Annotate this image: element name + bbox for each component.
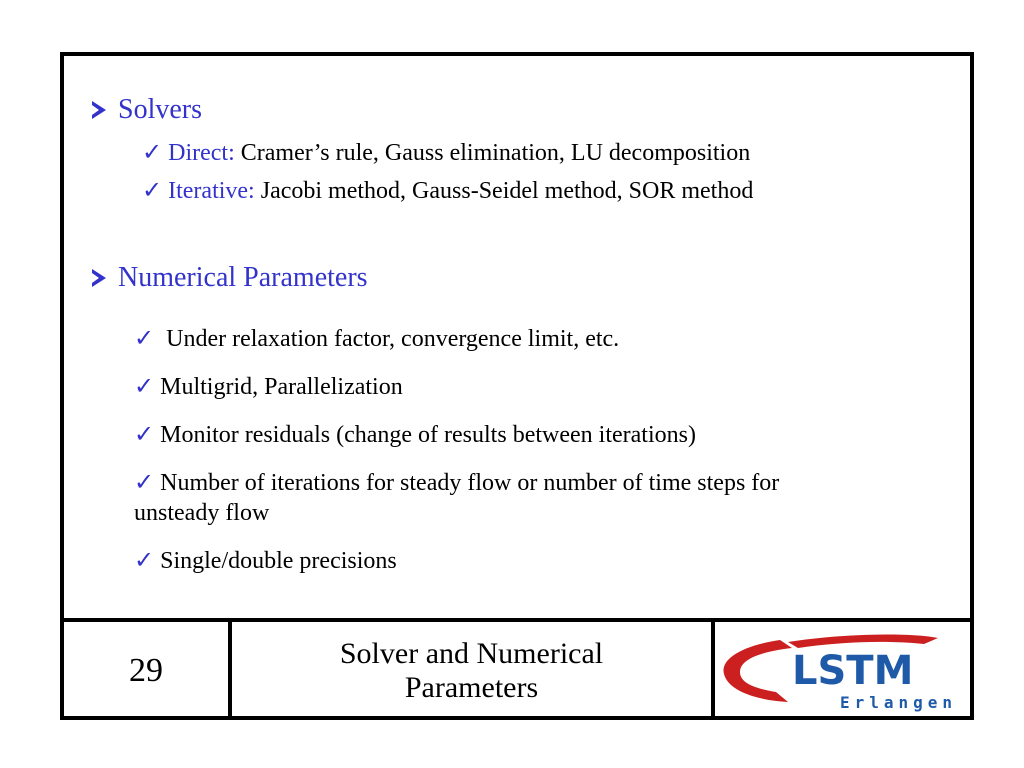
solvers-item-iterative (142, 176, 753, 206)
numerical-item-text: unsteady flow (134, 500, 270, 526)
check-icon: ✓ (134, 422, 155, 448)
numerical-item (134, 420, 696, 450)
page-number-text: 29 (129, 652, 163, 689)
iterative-label: Iterative: (168, 178, 255, 204)
solvers-item-direct (142, 138, 750, 168)
numerical-item (134, 468, 779, 498)
numerical-item-text: Single/double precisions (160, 548, 397, 574)
numerical-item-text: Monitor residuals (change of results between iterations) (160, 422, 696, 448)
direct-text: Cramer’s rule, Gauss elimination, LU decomposition (234, 140, 751, 166)
numerical-heading (92, 262, 368, 294)
arrow-bullet-icon (92, 269, 106, 287)
slide-content (64, 56, 970, 618)
footer-title (232, 622, 715, 720)
direct-label: Direct: (168, 140, 235, 166)
numerical-item (134, 324, 619, 354)
footer-title-line1: Solver and Numerical (339, 637, 604, 670)
arrow-bullet-icon (92, 101, 106, 119)
footer-title-line2: Parameters (404, 671, 539, 704)
numerical-item-text: Number of iterations for steady flow or number of time steps for (160, 470, 780, 496)
lstm-logo-graphic (718, 628, 968, 714)
numerical-heading-text: Numerical Parameters (118, 262, 368, 293)
solvers-heading (92, 94, 202, 126)
logo-main-text: LSTM (791, 648, 913, 694)
check-icon: ✓ (134, 470, 155, 496)
check-icon: ✓ (142, 140, 163, 166)
slide-frame (60, 52, 974, 720)
numerical-item-text: Multigrid, Parallelization (160, 374, 403, 400)
check-icon: ✓ (134, 548, 155, 574)
check-icon: ✓ (134, 374, 155, 400)
logo-sub-text: Erlangen (839, 693, 957, 712)
slide-footer (64, 618, 970, 720)
numerical-item (134, 372, 403, 402)
check-icon: ✓ (142, 178, 163, 204)
numerical-item-continuation (134, 498, 269, 528)
check-icon: ✓ (134, 326, 155, 352)
solvers-heading-text: Solvers (118, 94, 202, 125)
lstm-logo (715, 622, 970, 720)
page-number (64, 622, 232, 720)
iterative-text: Jacobi method, Gauss-Seidel method, SOR method (254, 178, 754, 204)
numerical-item-text: Under relaxation factor, convergence limit, etc. (166, 326, 620, 352)
numerical-item (134, 546, 397, 576)
